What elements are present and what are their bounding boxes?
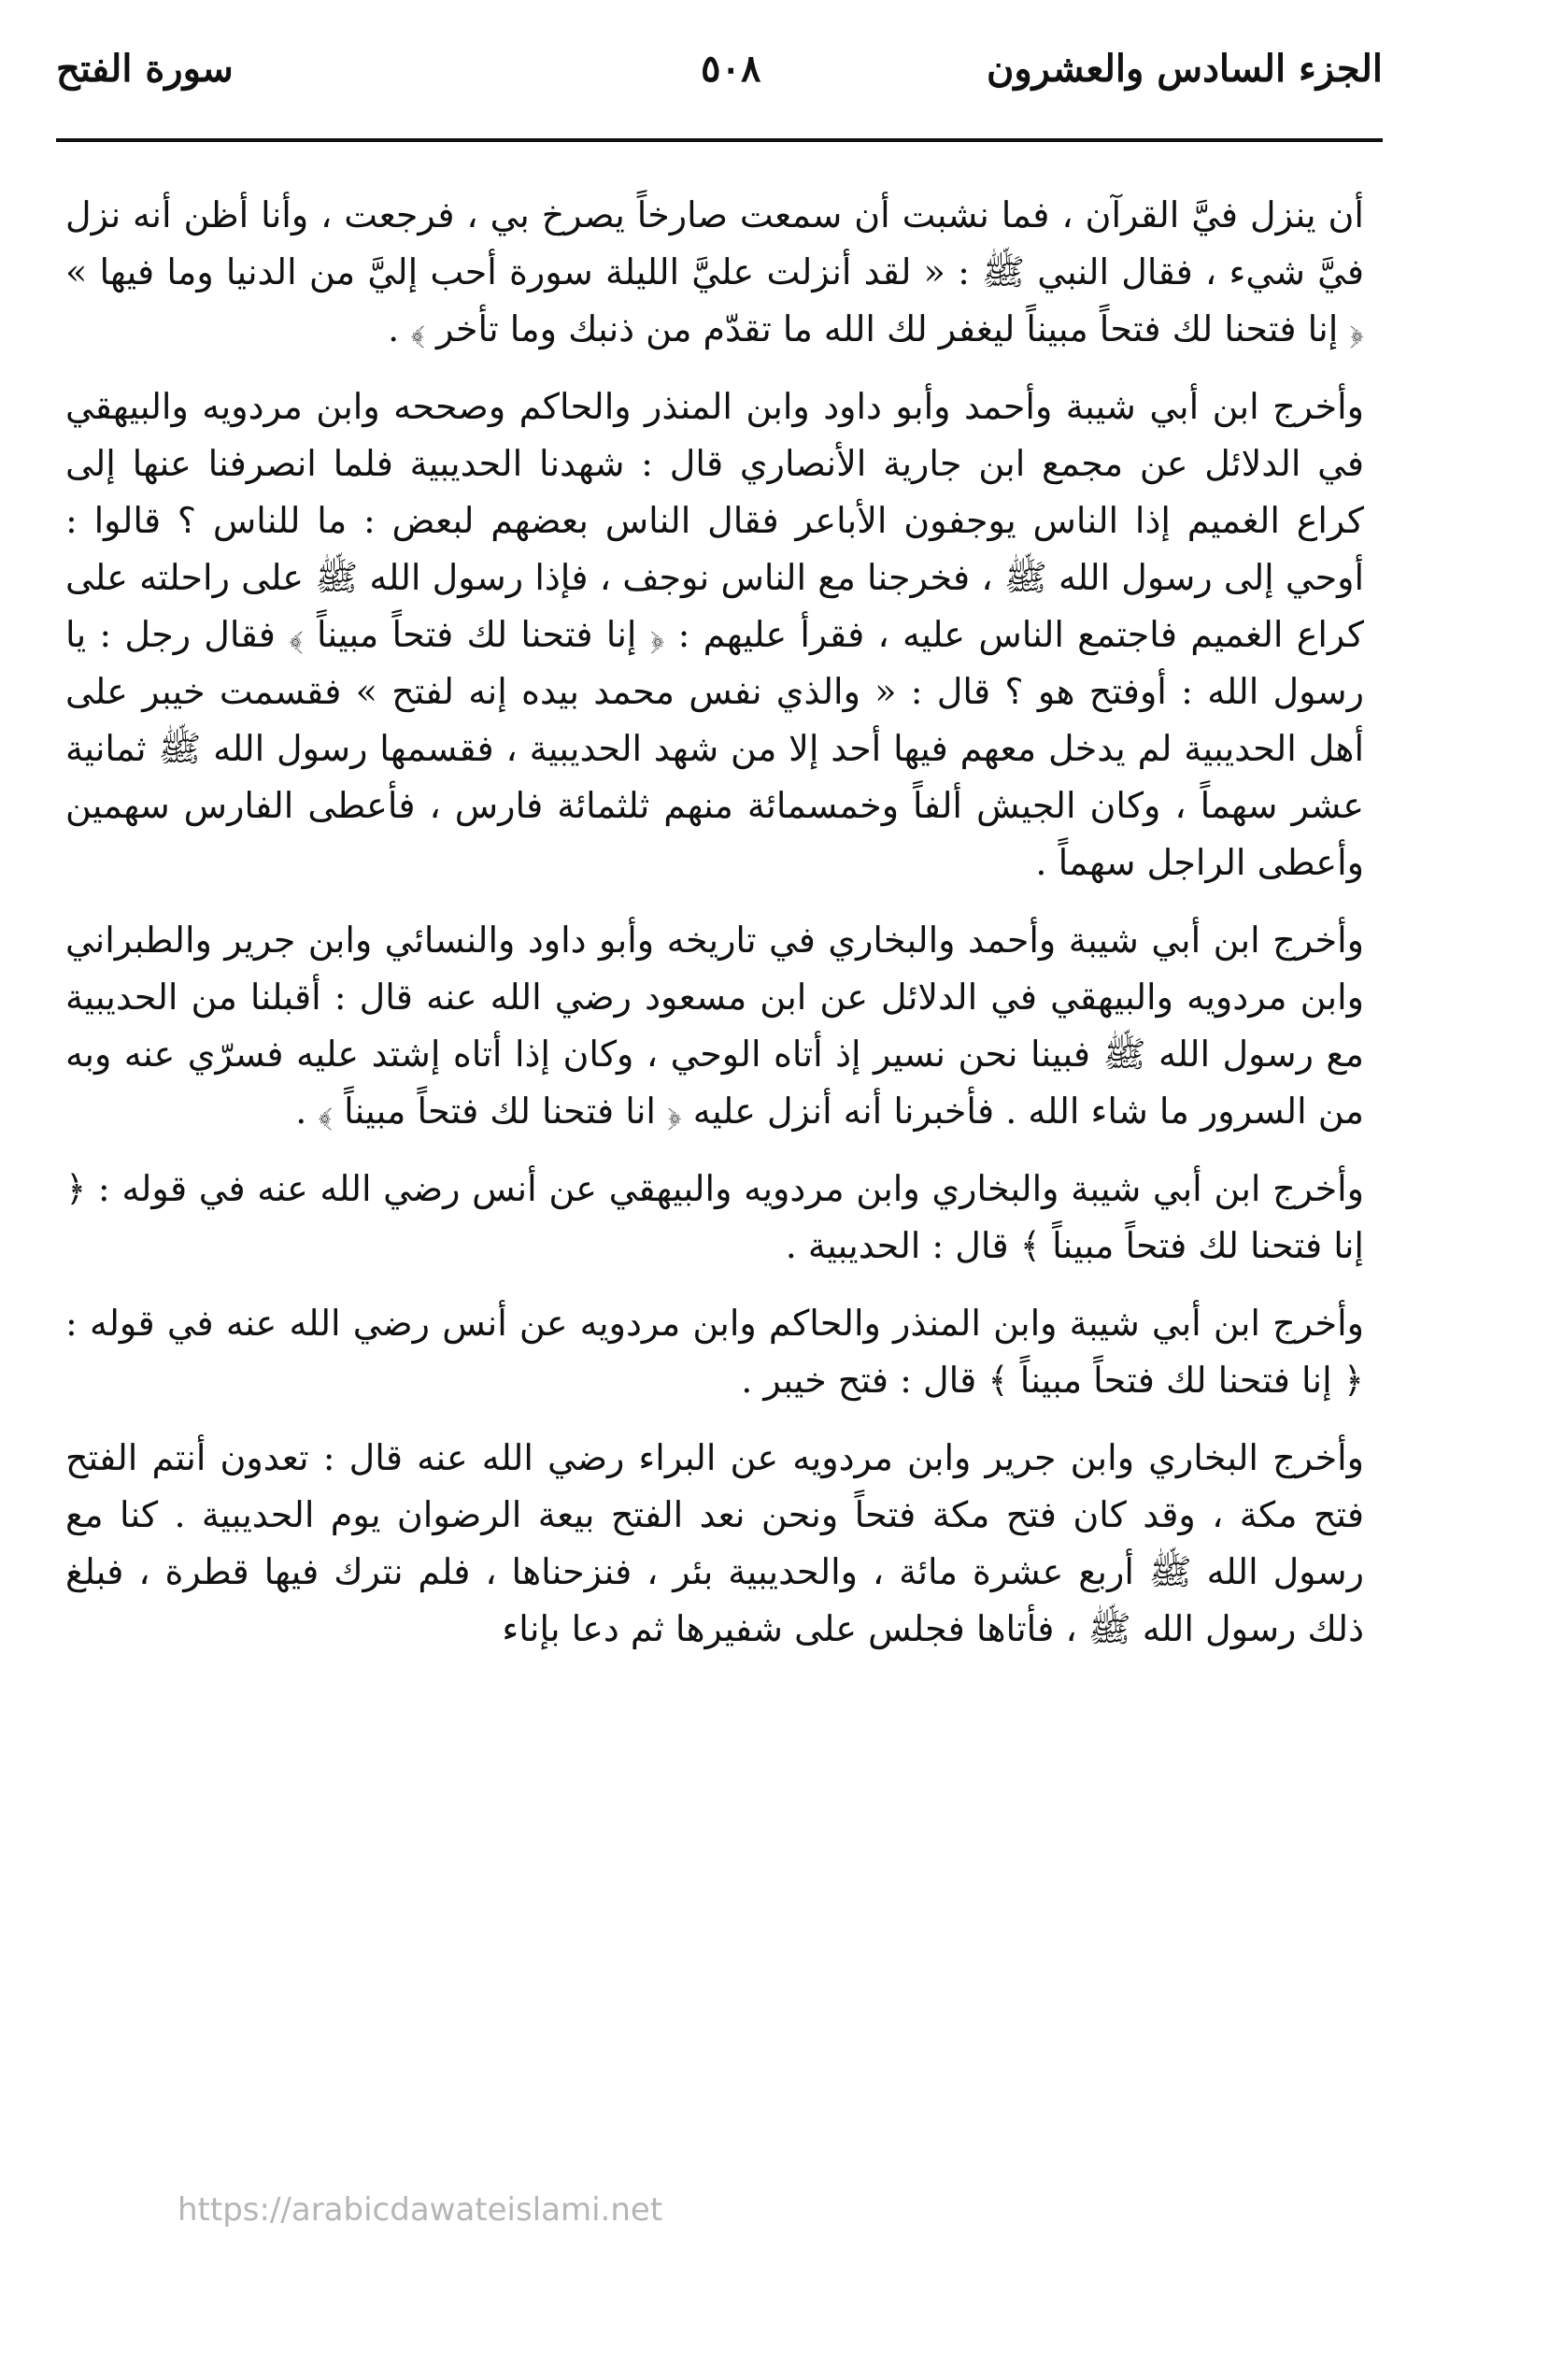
paragraph: وأخرج ابن أبي شيبة والبخاري وابن مردويه والبيهقي عن أنس رضي الله عنه في قوله : ﴿ إنا فتحنا لك فتحاً مبيناً ﴾ قال : الحديبية . (65, 1168, 1364, 1266)
page-body (65, 187, 1364, 1678)
watermark-url: https://arabicdawateislami.net (178, 2191, 663, 2229)
paragraph: وأخرج ابن أبي شيبة وأحمد والبخاري في تاريخه وأبو داود والنسائي وابن جرير والطبراني وابن مردويه والبيهقي في الدلائل عن ابن مسعود رضي الله عنه قال : أقبلنا من الحديبية مع رسول الله ﷺ فبينا نحن نسير إذ أتاه الوحي ، وكان إذا أتاه إشتد عليه فسرّي عنه وبه من السرور ما شاء الله . فأخبرنا أنه أنزل عليه ﴿ انا فتحنا لك فتحاً مبيناً ﴾ . (65, 919, 1364, 1132)
paragraph: وأخرج ابن أبي شيبة وابن المنذر والحاكم وابن مردويه عن أنس رضي الله عنه في قوله : ﴿ إنا فتحنا لك فتحاً مبيناً ﴾ قال : فتح خيبر . (65, 1303, 1364, 1401)
paragraph: أن ينزل فيَّ القرآن ، فما نشبت أن سمعت صارخاً يصرخ بي ، فرجعت ، وأنا أظن أنه نزل فيَّ شيء ، فقال النبي ﷺ : « لقد أنزلت عليَّ الليلة سورة أحب إليَّ من الدنيا وما فيها » ﴿ إنا فتحنا لك فتحاً مبيناً ليغفر لك الله ما تقدّم من ذنبك وما تأخر ﴾ . (65, 194, 1364, 349)
paragraph: وأخرج البخاري وابن جرير وابن مردويه عن البراء رضي الله عنه قال : تعدون أنتم الفتح فتح مكة ، وقد كان فتح مكة فتحاً ونحن نعد الفتح بيعة الرضوان يوم الحديبية . كنا مع رسول الله ﷺ أربع عشرة مائة ، والحديبية بئر ، فنزحناها ، فلم نترك فيها قطرة ، فبلغ ذلك رسول الله ﷺ ، فأتاها فجلس على شفيرها ثم دعا بإناء (65, 1437, 1365, 1649)
part-title: الجزء السادس والعشرون (986, 47, 1383, 91)
paragraph: وأخرج ابن أبي شيبة وأحمد وأبو داود وابن المنذر والحاكم وصححه وابن مردويه والبيهقي في الدلائل عن مجمع ابن جارية الأنصاري قال : شهدنا الحديبية فلما انصرفنا عنها إلى كراع الغميم إذا الناس يوجفون الأباعر فقال الناس بعضهم لبعض : ما للناس ؟ قالوا : أوحي إلى رسول الله ﷺ ، فخرجنا مع الناس نوجف ، فإذا رسول الله ﷺ على راحلته على كراع الغميم فاجتمع الناس عليه ، فقرأ عليهم : ﴿ إنا فتحنا لك فتحاً مبيناً ﴾ فقال رجل : يا رسول الله : أوفتح هو ؟ قال : « والذي نفس محمد بيده إنه لفتح » فقسمت خيبر على أهل الحديبية لم يدخل معهم فيها أحد إلا من شهد الحديبية ، فقسمها رسول الله ﷺ ثمانية عشر سهماً ، وكان الجيش ألفاً وخمسمائة منهم ثلثمائة فارس ، فأعطى الفارس سهمين وأعطى الراجل سهماً . (65, 386, 1364, 883)
page-number: ٥٠٨ (701, 47, 761, 91)
page-header (56, 37, 1383, 103)
surah-title: سورة الفتح (56, 47, 234, 91)
header-rule (56, 138, 1383, 142)
